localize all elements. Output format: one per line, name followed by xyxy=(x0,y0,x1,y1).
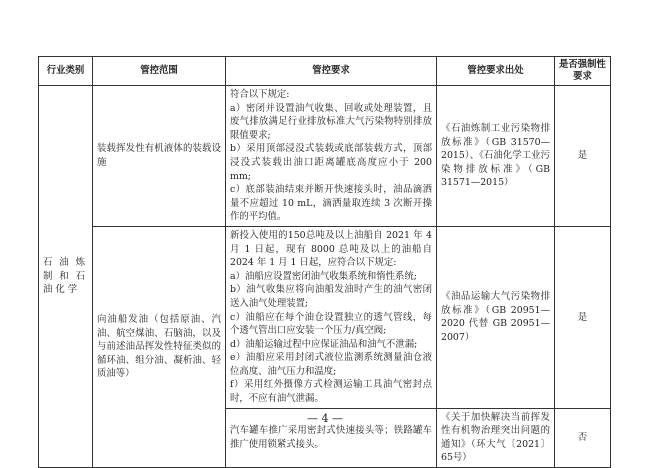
header-mandatory: 是否强制性要求 xyxy=(555,57,611,86)
source-cell: 《油品运输大气污染物排放标准》（GB 20951—2020 代替 GB 20951—2007） xyxy=(437,226,555,408)
mandatory-cell: 是 xyxy=(555,86,611,227)
requirement-line: f）采用红外摄像方式检测运输工具油气密封点时，不应有油气泄漏。 xyxy=(230,379,432,405)
requirement-line: a）油船应设置密闭油气收集系统和惰性系统; xyxy=(230,270,417,282)
requirement-line: 符合以下规定: xyxy=(230,89,290,100)
page-number: — 4 — xyxy=(307,412,343,425)
mandatory-cell: 否 xyxy=(555,408,611,467)
requirements-cell xyxy=(226,86,437,227)
scope-cell: 向油船发油（包括原油、汽油、航空煤油、石脑油，以及与前述油品挥发性特征类似的循环油、组分油、凝析油、轻质油等） xyxy=(93,226,226,467)
regulation-table xyxy=(38,56,611,468)
header-category: 行业类别 xyxy=(39,57,93,86)
table-header-row xyxy=(39,57,611,86)
industry-category-cell: 石油炼制和石油化学 xyxy=(39,86,93,468)
requirement-line: b）采用顶部浸没式装载或底部装载方式，顶部浸没式装载出油口距离罐底高度应小于 200 mm; xyxy=(230,143,432,182)
requirement-line: 新投入使用的150总吨及以上油船自 2021 年 4 月 1 日起，现有 8000 总吨及以上的油船自 2024 年 1 月 1 日起，应符合以下规定: xyxy=(230,229,432,269)
requirements-cell xyxy=(226,226,437,408)
requirements-cell: 汽车罐车推广采用密封式快速接头等；铁路罐车推广使用锁紧式接头。 xyxy=(226,408,437,467)
mandatory-cell: 是 xyxy=(555,226,611,408)
header-requirements: 管控要求 xyxy=(226,57,437,86)
header-scope: 管控范围 xyxy=(93,57,226,86)
requirement-line: d）油船运输过程中应保证油品和油气不泄漏; xyxy=(230,338,418,350)
table-row xyxy=(39,226,611,408)
requirement-line: c）油船应在每个油仓设置独立的透气管线，每个透气管出口应安装一个压力/真空阀; xyxy=(230,311,432,337)
requirement-line: b）油气收集应将向油船发油时产生的油气密闭送入油气处理装置; xyxy=(230,284,432,309)
requirement-line: a）密闭并设置油气收集、回收或处理装置，且废气排放满足行业排放标准大气污染物特别排放限值要求; xyxy=(230,102,432,141)
requirement-line: c）底部装油结束并断开快速接头时，油品滴洒量不应超过 10 mL，滴洒量取连续 3 次断开操作的平均值。 xyxy=(230,184,432,223)
source-cell: 《石油炼制工业污染物排放标准》（GB 31570—2015）、《石油化学工业污染物排放标准》（GB 31571—2015） xyxy=(437,86,555,227)
source-cell: 《关于加快解决当前挥发性有机物治理突出问题的通知》（环大气〔2021〕65号） xyxy=(437,408,555,467)
requirement-line: e）油船应采用封闭式液位监测系统测量油仓液位高度、油气压力和温度; xyxy=(230,352,432,377)
table-row xyxy=(39,86,611,227)
header-source: 管控要求出处 xyxy=(437,57,555,86)
scope-cell: 装载挥发性有机液体的装载设施 xyxy=(93,86,226,227)
